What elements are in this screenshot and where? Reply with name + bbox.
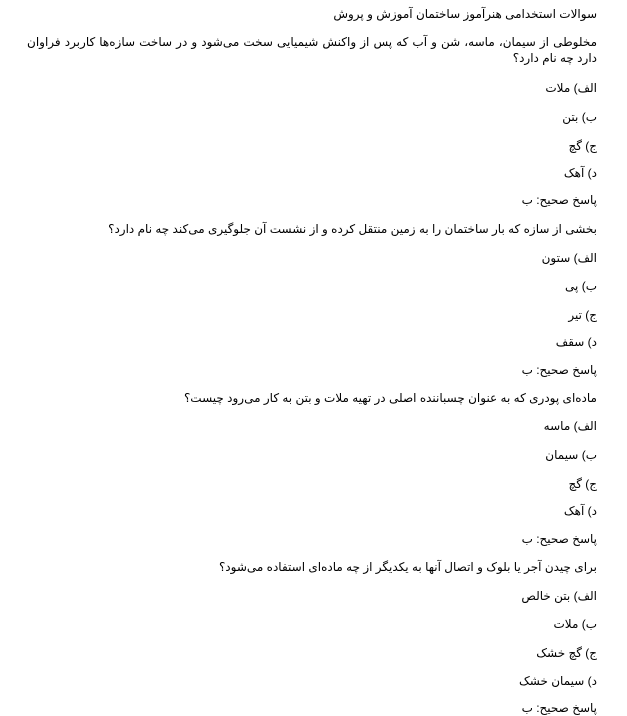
question-3-option-b: ب) سیمان (545, 448, 597, 462)
question-2-text: بخشی از سازه که بار ساختمان را به زمین منتقل کرده و از نشست آن جلوگیری می‌کند چه نام دارد؟ (108, 222, 597, 236)
question-4-option-a: الف) بتن خالص (521, 589, 597, 603)
question-4-option-c: ج) گچ خشک (536, 646, 597, 660)
question-2-option-c: ج) تیر (568, 308, 597, 322)
question-3-option-c: ج) گچ (568, 477, 597, 491)
question-4-text: برای چیدن آجر یا بلوک و اتصال آنها به یکدیگر از چه ماده‌ای استفاده می‌شود؟ (218, 560, 597, 574)
question-2-option-b: ب) پی (565, 279, 597, 293)
question-1-option-a: الف) ملات (545, 81, 597, 95)
question-3-answer: پاسخ صحیح: ب (521, 532, 597, 546)
question-2-option-d: د) سقف (555, 335, 597, 349)
question-3-text: ماده‌ای پودری که به عنوان چسباننده اصلی در تهیه ملات و بتن به کار می‌رود چیست؟ (183, 391, 597, 405)
question-3-option-d: د) آهک (563, 504, 597, 518)
question-1-text: مخلوطی از سیمان، ماسه، شن و آب که پس از واکنش شیمیایی سخت می‌شود و در ساخت سازه‌ها کاربرد فراوان دارد چه نام دارد؟ (27, 35, 597, 65)
question-1-option-b: ب) بتن (562, 110, 597, 124)
question-4-option-b: ب) ملات (553, 617, 597, 631)
question-4-answer: پاسخ صحیح: ب (521, 701, 597, 715)
question-3-option-a: الف) ماسه (543, 419, 597, 433)
document-title: سوالات استخدامی هنرآموز ساختمان آموزش و پروش (333, 7, 597, 21)
question-2-option-a: الف) ستون (541, 251, 597, 265)
question-1-option-d: د) آهک (563, 166, 597, 180)
question-4-option-d: د) سیمان خشک (519, 674, 597, 688)
question-1-option-c: ج) گچ (568, 139, 597, 153)
question-2-answer: پاسخ صحیح: ب (521, 363, 597, 377)
question-1-answer: پاسخ صحیح: ب (521, 193, 597, 207)
